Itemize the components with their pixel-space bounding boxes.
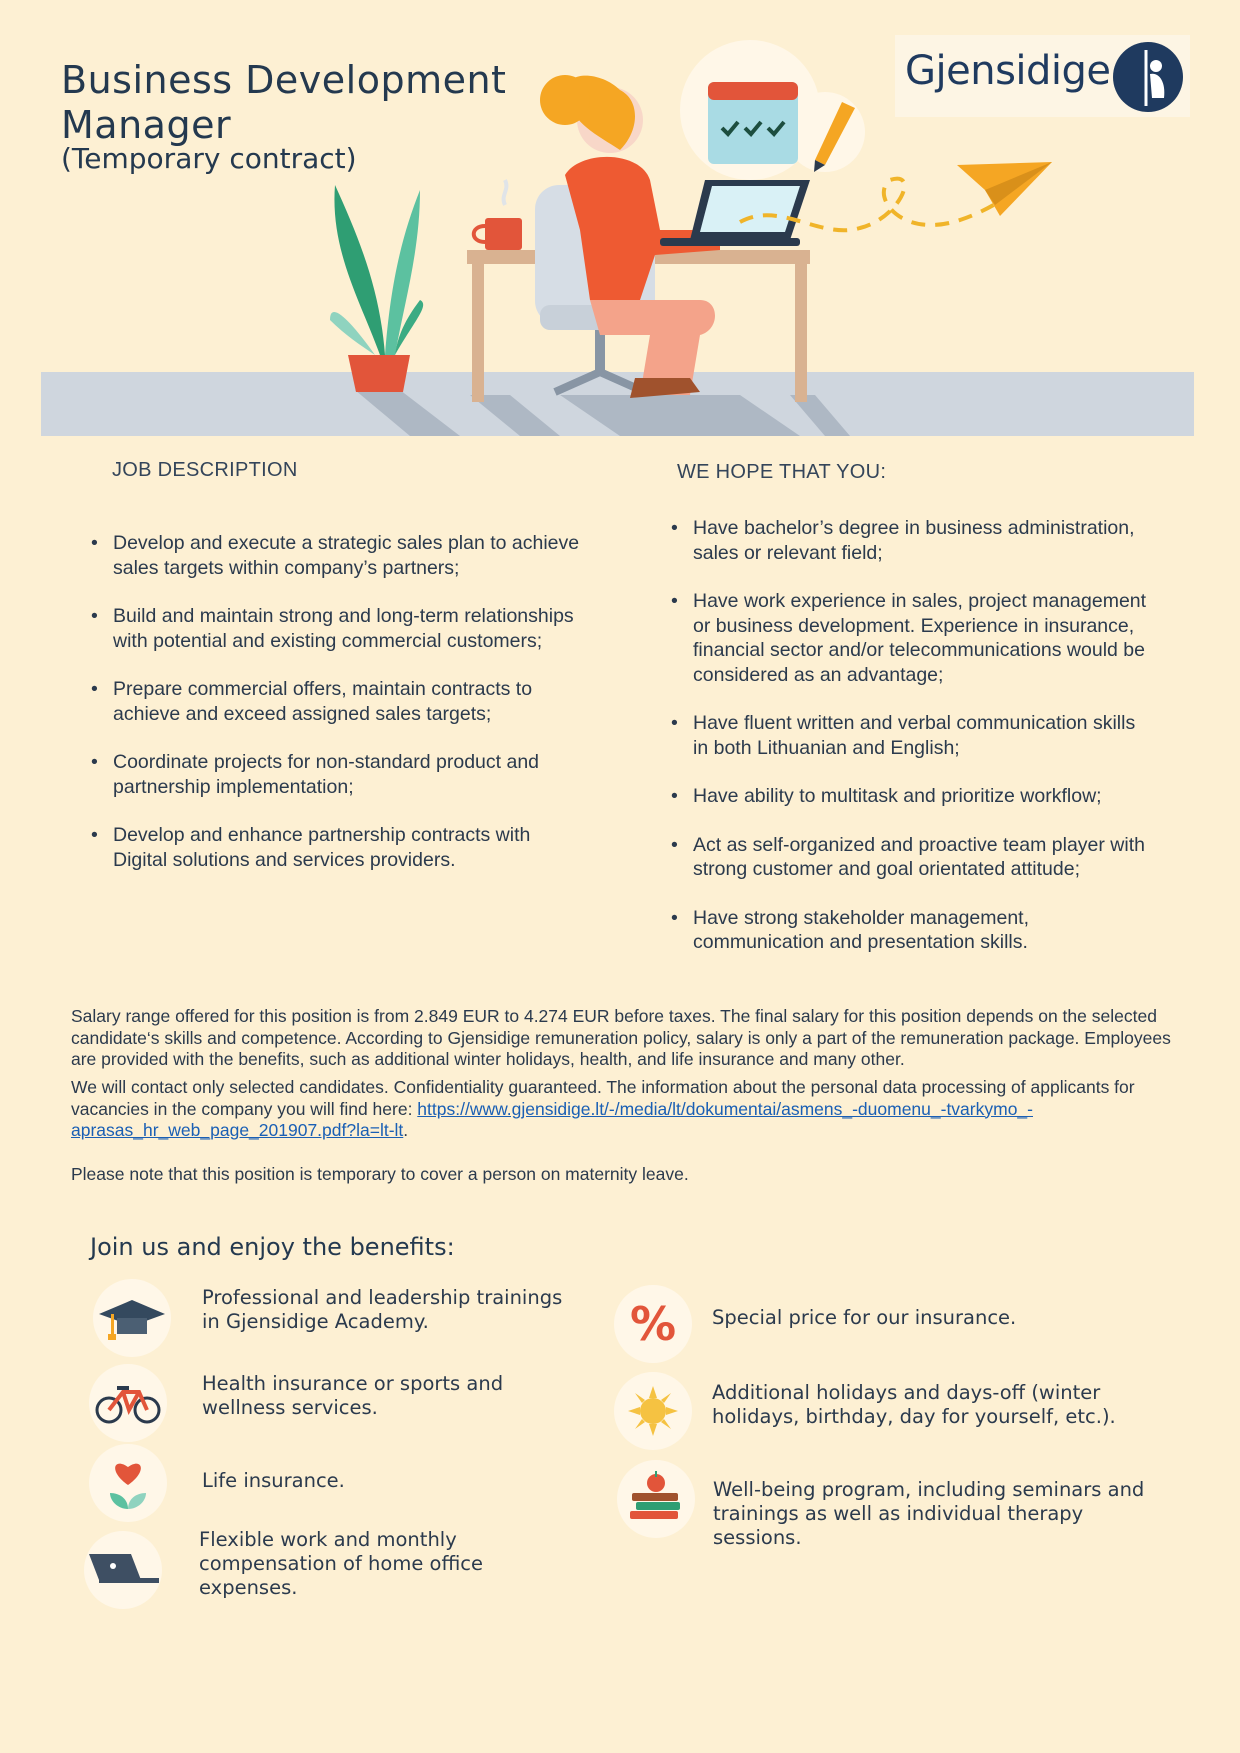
list-item: • Have ability to multitask and prioritize workflow;: [671, 785, 1102, 807]
privacy-text: We will contact only selected candidates. Confidentiality guaranteed. The information about the personal data processing of applicants for vacancies in the company you will find here:: [71, 1077, 1135, 1119]
list-item: • Develop and enhance partnership contracts with Digital solutions and services providers.: [91, 824, 531, 871]
requirements-heading: WE HOPE THAT YOU:: [677, 461, 887, 483]
laptop-icon: [84, 1531, 162, 1609]
privacy-end: .: [403, 1120, 409, 1140]
logo-text: Gjensidige: [905, 48, 1111, 94]
list-item: • Have bachelor’s degree in business administration, sales or relevant field;: [671, 517, 1135, 564]
heart-plant-icon: [89, 1444, 167, 1522]
page-subtitle: (Temporary contract): [61, 142, 357, 175]
benefit-text: Special price for our insurance.: [712, 1306, 1017, 1329]
job-description-list: [91, 531, 581, 896]
percent-icon: %: [614, 1285, 692, 1363]
list-item: • Have strong stakeholder management, communication and presentation skills.: [671, 906, 1030, 953]
bicycle-icon: [89, 1364, 167, 1442]
list-item: • Coordinate projects for non-standard product and partnership implementation;: [91, 751, 540, 798]
list-item: • Build and maintain strong and long-term relationships with potential and existing commercial customers;: [91, 605, 574, 652]
logo-emblem-icon: [1108, 40, 1188, 114]
graduation-cap-icon: [93, 1279, 171, 1357]
books-apple-icon: [617, 1460, 695, 1538]
privacy-paragraph: [71, 1077, 1191, 1142]
list-item: • Act as self-organized and proactive team player with strong customer and goal orientated attitude;: [671, 833, 1145, 880]
list-item: • Prepare commercial offers, maintain contracts to achieve and exceed assigned sales targets;: [91, 678, 533, 725]
page-title: Business Development Manager: [61, 58, 507, 147]
list-item: • Have work experience in sales, project management or business development. Experience in insurance, financial sector and/or telecommunications would be considered as an advantage;: [671, 590, 1147, 686]
sun-icon: [614, 1372, 692, 1450]
benefit-text: Professional and leadership trainings in Gjensidige Academy.: [202, 1286, 563, 1333]
benefits-heading: Join us and enjoy the benefits:: [90, 1233, 455, 1261]
privacy-policy-link[interactable]: https://www.gjensidige.lt/-/media/lt/dokumentai/asmens_-duomenu_-tvarkymo_-aprasas_hr_web_page_201907.pdf?la=lt-lt: [71, 1098, 1033, 1140]
salary-paragraph: Salary range offered for this position is from 2.849 EUR to 4.274 EUR before taxes. The final salary for this position depends on the selected candidate‘s skills and competence. According to Gjensidige remuneration policy, salary is only a part of the remuneration package. Employees are provided with the benefits, such as additional winter holidays, health, and life insurance and many other.: [71, 1006, 1171, 1069]
note-paragraph: Please note that this position is temporary to cover a person on maternity leave.: [71, 1164, 689, 1184]
benefit-text: Health insurance or sports and wellness services.: [202, 1372, 504, 1419]
benefit-text: Additional holidays and days-off (winter holidays, birthday, day for yourself, etc.).: [712, 1381, 1116, 1428]
benefit-text: Flexible work and monthly compensation of home office expenses.: [199, 1528, 484, 1599]
list-item: • Develop and execute a strategic sales plan to achieve sales targets within company’s partners;: [91, 532, 580, 579]
list-item: • Have fluent written and verbal communication skills in both Lithuanian and English;: [671, 712, 1136, 759]
benefit-text: Well-being program, including seminars and trainings as well as individual therapy sessions.: [713, 1478, 1145, 1549]
job-description-heading: JOB DESCRIPTION: [112, 459, 298, 481]
requirements-list: [671, 516, 1151, 979]
benefit-text: Life insurance.: [202, 1469, 345, 1492]
